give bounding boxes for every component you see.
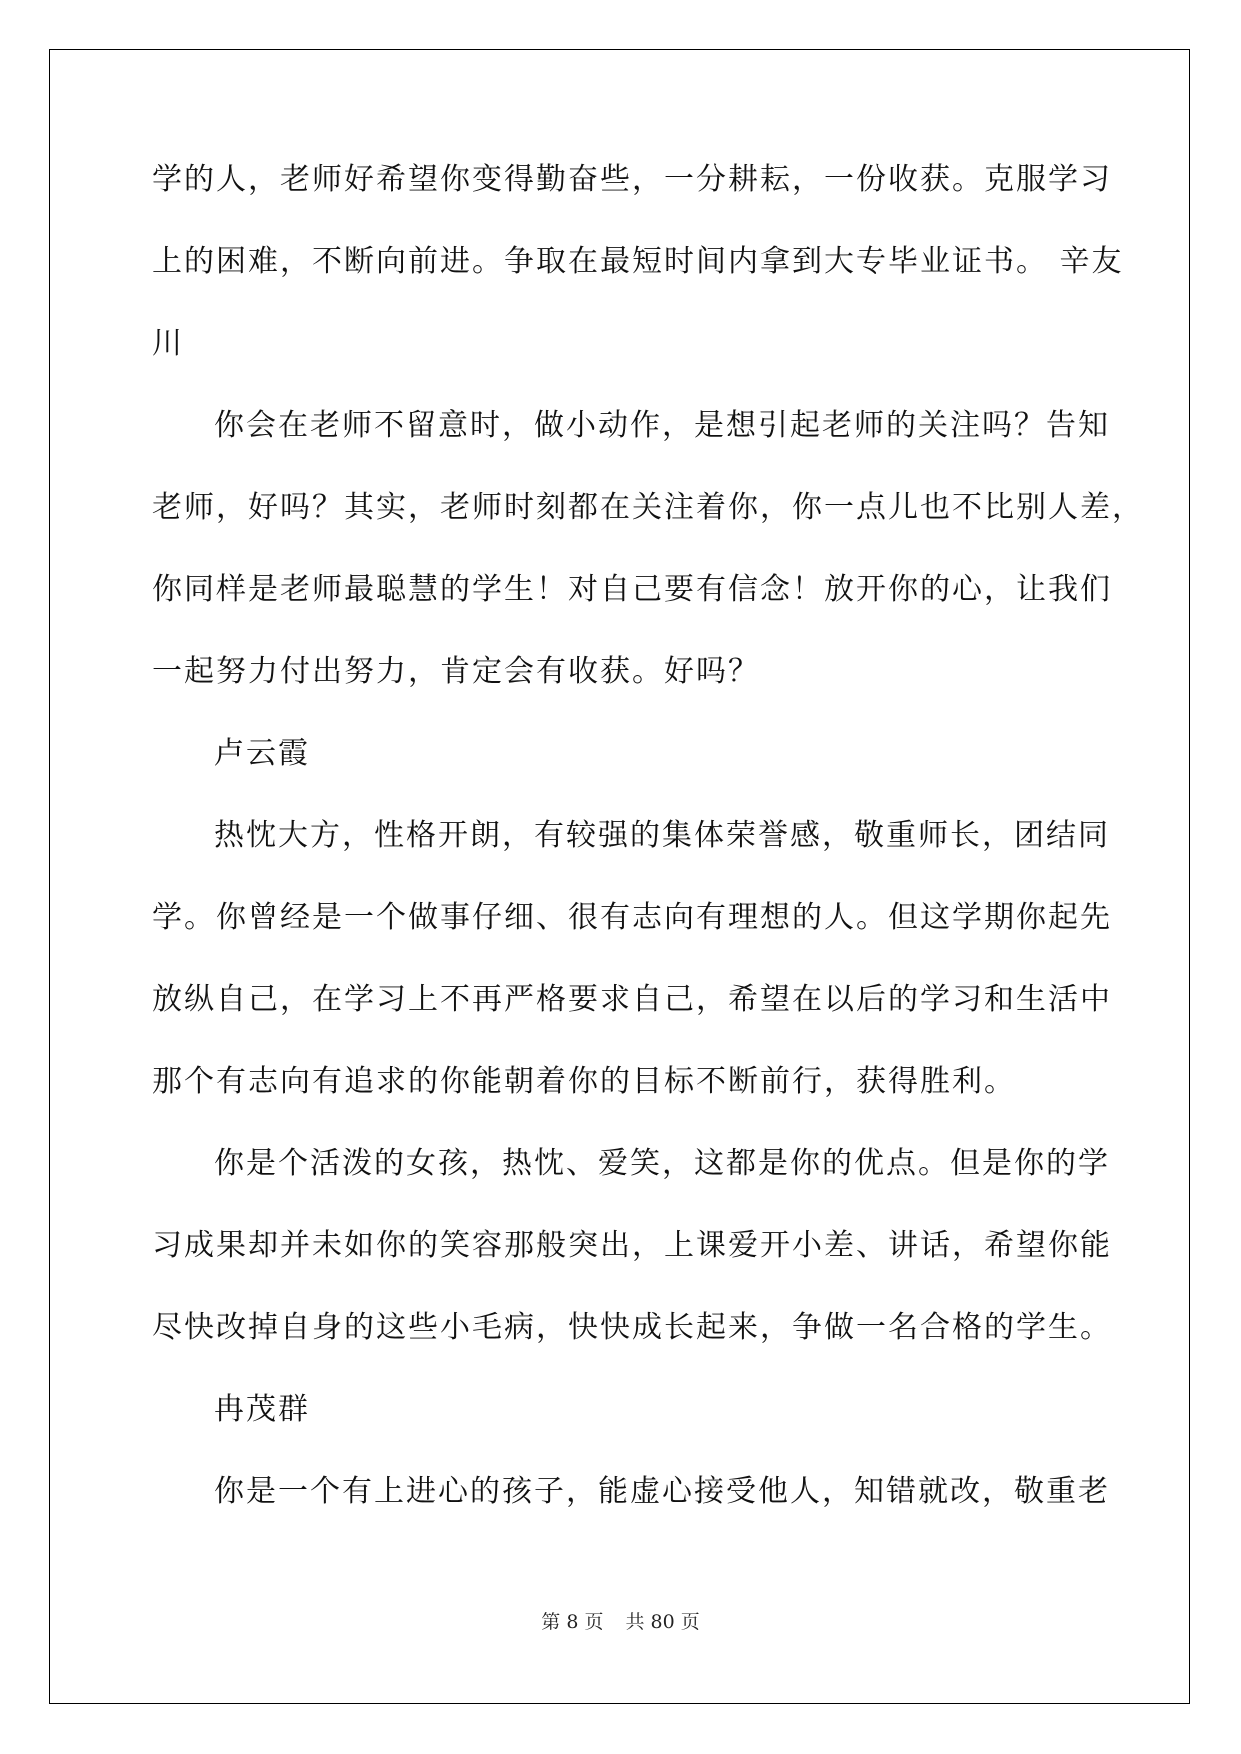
text-line: 那个有志向有追求的你能朝着你的目标不断前行，获得胜利。: [152, 1064, 1016, 1099]
text-line: 你是个活泼的女孩，热忱、爱笑，这都是你的优点。但是你的学: [214, 1146, 1110, 1181]
text-line: 放纵自己，在学习上不再严格要求自己，希望在以后的学习和生活中: [152, 982, 1112, 1017]
text-line: 习成果却并未如你的笑容那般突出，上课爱开小差、讲话，希望你能: [152, 1228, 1112, 1263]
text-line: 川: [152, 326, 184, 361]
text-line: 上的困难，不断向前进。争取在最短时间内拿到大专毕业证书。 辛友: [152, 244, 1124, 279]
text-line: 学的人，老师好希望你变得勤奋些，一分耕耘，一份收获。克服学习: [152, 162, 1112, 197]
text-line: 你是一个有上进心的孩子，能虚心接受他人，知错就改，敬重老: [214, 1474, 1110, 1509]
text-line: 尽快改掉自身的这些小毛病，快快成长起来，争做一名合格的学生。: [152, 1310, 1112, 1345]
page-total: 共 80 页: [625, 1611, 700, 1633]
page-number: 第 8 页: [541, 1611, 604, 1633]
text-line: 学。你曾经是一个做事仔细、很有志向有理想的人。但这学期你起先: [152, 900, 1112, 935]
page-footer: [0, 1611, 1241, 1633]
student-name: 冉茂群: [214, 1392, 310, 1427]
text-line: 你会在老师不留意时，做小动作，是想引起老师的关注吗？告知: [214, 408, 1110, 443]
text-line: 一起努力付出努力，肯定会有收获。好吗？: [152, 654, 760, 689]
text-line: 老师，好吗？其实，老师时刻都在关注着你，你一点儿也不比别人差，: [152, 490, 1144, 525]
text-line: 你同样是老师最聪慧的学生！对自己要有信念！放开你的心，让我们: [152, 572, 1112, 607]
document-body: [152, 162, 1144, 1559]
text-line: 热忱大方，性格开朗，有较强的集体荣誉感，敬重师长，团结同: [214, 818, 1110, 853]
student-name: 卢云霞: [214, 736, 310, 771]
